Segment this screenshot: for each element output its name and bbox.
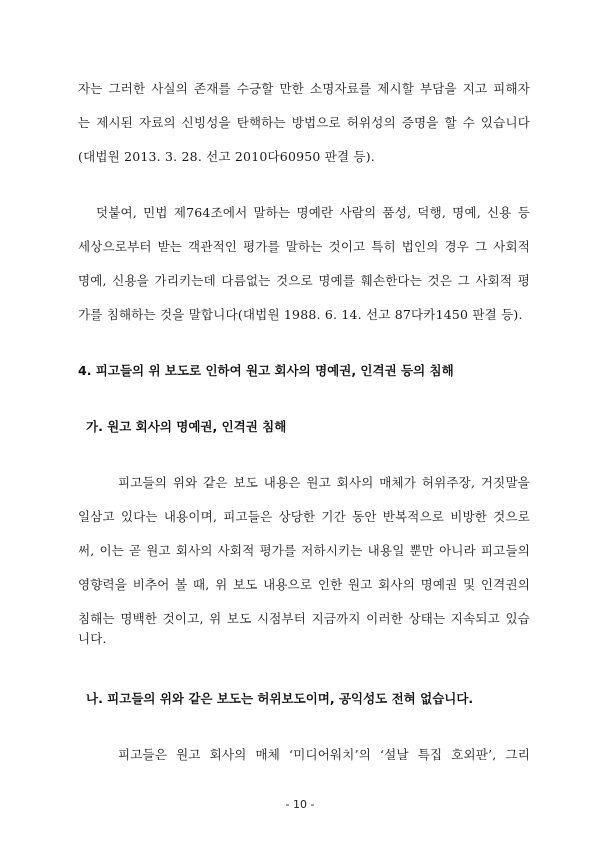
paragraph2-line-4: 가를 침해하는 것을 말합니다(대법원 1988. 6. 14. 선고 87다카1450 판결 등). — [78, 307, 523, 322]
section-ga-heading: 가. 원고 회사의 명예권, 인격권 침해 — [86, 419, 287, 434]
section-4-heading: 4. 피고들의 위 보도로 인하여 원고 회사의 명예권, 인격권 등의 침해 — [78, 363, 454, 378]
page-number: - 10 - — [285, 798, 315, 811]
section-ga-line-5: 침해는 명백한 것이고, 위 보도 시점부터 지금까지 이러한 상태는 지속되고 있습 — [78, 611, 530, 626]
section-ga-line-2: 일삼고 있다는 내용이며, 피고들은 상당한 기간 동안 반복적으로 비방한 것으로 — [78, 509, 530, 524]
section-na-line-1: 피고들은 원고 회사의 매체 ‘미디어워치’의 ‘설날 특집 호외판’, 그리 — [118, 747, 530, 762]
paragraph1-line-3: (대법원 2013. 3. 28. 선고 2010다60950 판결 등). — [78, 149, 375, 164]
paragraph1-line-1: 자는 그러한 사실의 존재를 수긍할 만한 소명자료를 제시할 부담을 지고 피해자 — [78, 81, 530, 96]
section-ga-line-6: 니다. — [78, 631, 107, 646]
paragraph2-line-1: 덧붙여, 민법 제764조에서 말하는 명예란 사람의 품성, 덕행, 명예, 신용 등 — [96, 205, 530, 220]
section-ga-line-4: 영향력을 비추어 볼 때, 위 보도 내용으로 인한 원고 회사의 명예권 및 인격권의 — [78, 577, 530, 592]
paragraph1-line-2: 는 제시된 자료의 신빙성을 탄핵하는 방법으로 허위성의 증명을 할 수 있습니다 — [78, 115, 530, 130]
paragraph2-line-2: 세상으로부터 받는 객관적인 평가를 말하는 것이고 특히 법인의 경우 그 사회적 — [78, 239, 530, 254]
section-na-heading: 나. 피고들의 위와 같은 보도는 허위보도이며, 공익성도 전혀 없습니다. — [86, 691, 474, 706]
paragraph2-line-3: 명예, 신용을 가리키는데 다름없는 것으로 명예를 훼손한다는 것은 그 사회적 평 — [78, 273, 530, 288]
section-ga-line-1: 피고들의 위와 같은 보도 내용은 원고 회사의 매체가 허위주장, 거짓말을 — [118, 475, 530, 490]
section-ga-line-3: 써, 이는 곧 원고 회사의 사회적 평가를 저하시키는 내용일 뿐만 아니라 피고들의 — [78, 543, 530, 558]
